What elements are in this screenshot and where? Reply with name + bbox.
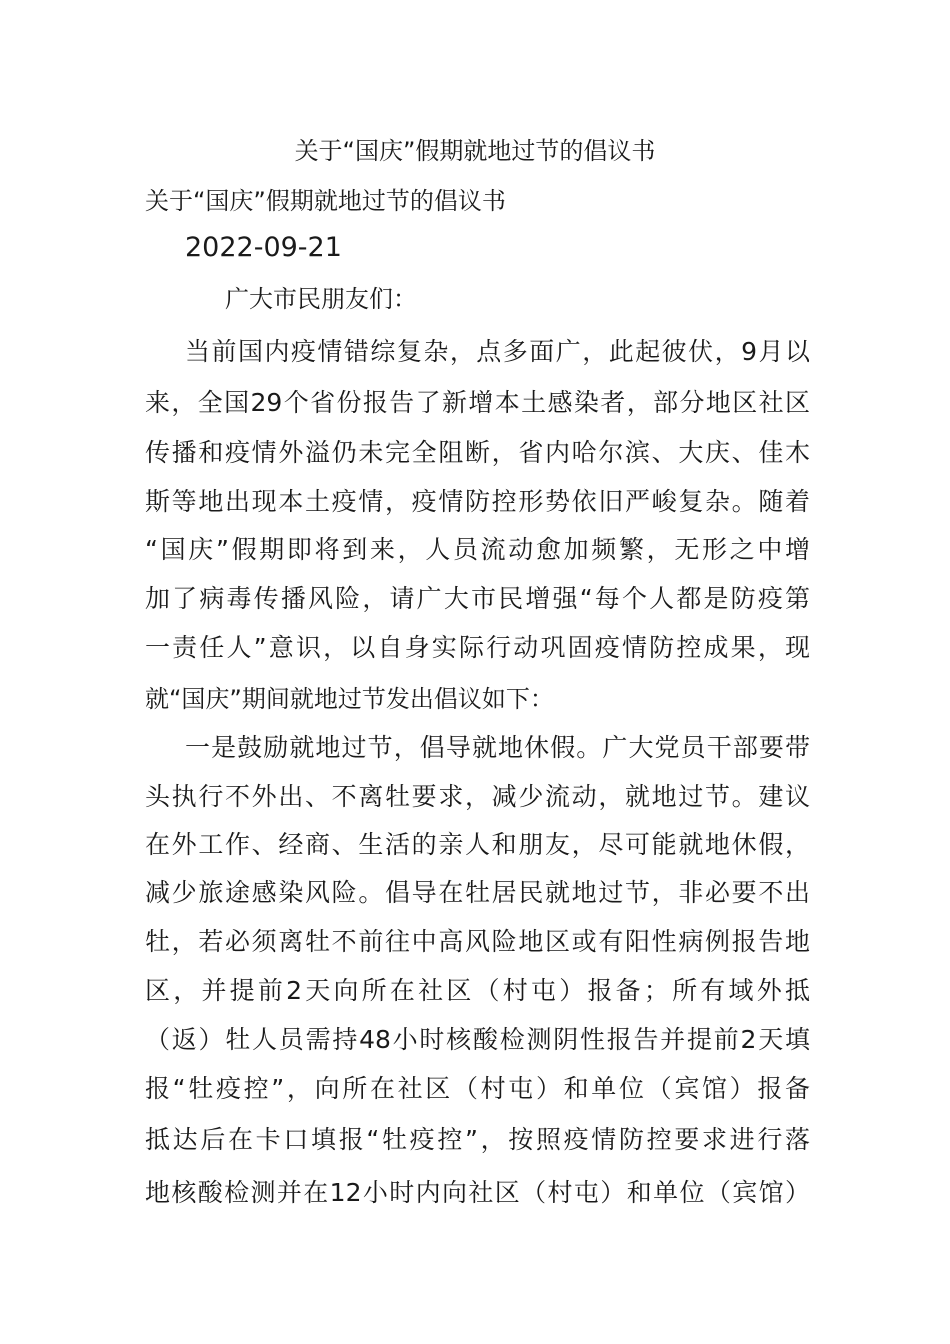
paragraph-1-line: 加了病毒传播风险，请广大市民增强“每个人都是防疫第 xyxy=(145,584,810,613)
document-subtitle: 关于“国庆”假期就地过节的倡议书 xyxy=(145,187,506,215)
paragraph-2-line: 地核酸检测并在12小时内向社区（村屯）和单位（宾馆） xyxy=(145,1178,810,1207)
paragraph-2-line: （返）牡人员需持48小时核酸检测阴性报告并提前2天填 xyxy=(145,1025,810,1054)
paragraph-2-line: 报“牡疫控”，向所在社区（村屯）和单位（宾馆）报备 xyxy=(145,1074,810,1103)
paragraph-2-line: 减少旅途感染风险。倡导在牡居民就地过节，非必要不出 xyxy=(145,878,810,907)
paragraph-1-line: 当前国内疫情错综复杂，点多面广，此起彼伏，9月以 xyxy=(185,337,810,366)
paragraph-1-line: 就“国庆”期间就地过节发出倡议如下： xyxy=(145,685,554,713)
paragraph-1-line: “国庆”假期即将到来，人员流动愈加频繁，无形之中增 xyxy=(145,535,810,564)
paragraph-2-line: 牡，若必须离牡不前往中高风险地区或有阳性病例报告地 xyxy=(145,927,810,956)
publish-date: 2022-09-21 xyxy=(185,232,342,263)
paragraph-1-line: 一责任人”意识，以自身实际行动巩固疫情防控成果，现 xyxy=(145,633,810,662)
paragraph-2-line: 区，并提前2天向所在社区（村屯）报备；所有域外抵 xyxy=(145,976,810,1005)
paragraph-2-line: 头执行不外出、不离牡要求，减少流动，就地过节。建议 xyxy=(145,782,810,811)
paragraph-2-line: 一是鼓励就地过节，倡导就地休假。广大党员干部要带 xyxy=(185,733,810,762)
salutation: 广大市民朋友们： xyxy=(225,285,417,313)
paragraph-1-line: 传播和疫情外溢仍未完全阻断，省内哈尔滨、大庆、佳木 xyxy=(145,438,810,467)
paragraph-1-line: 斯等地出现本土疫情，疫情防控形势依旧严峻复杂。随着 xyxy=(145,487,810,516)
paragraph-1-line: 来，全国29个省份报告了新增本土感染者，部分地区社区 xyxy=(145,388,810,417)
paragraph-2-line: 抵达后在卡口填报“牡疫控”，按照疫情防控要求进行落 xyxy=(145,1125,810,1154)
paragraph-2-line: 在外工作、经商、生活的亲人和朋友，尽可能就地休假， xyxy=(145,830,810,859)
document-title: 关于“国庆”假期就地过节的倡议书 xyxy=(294,137,656,165)
